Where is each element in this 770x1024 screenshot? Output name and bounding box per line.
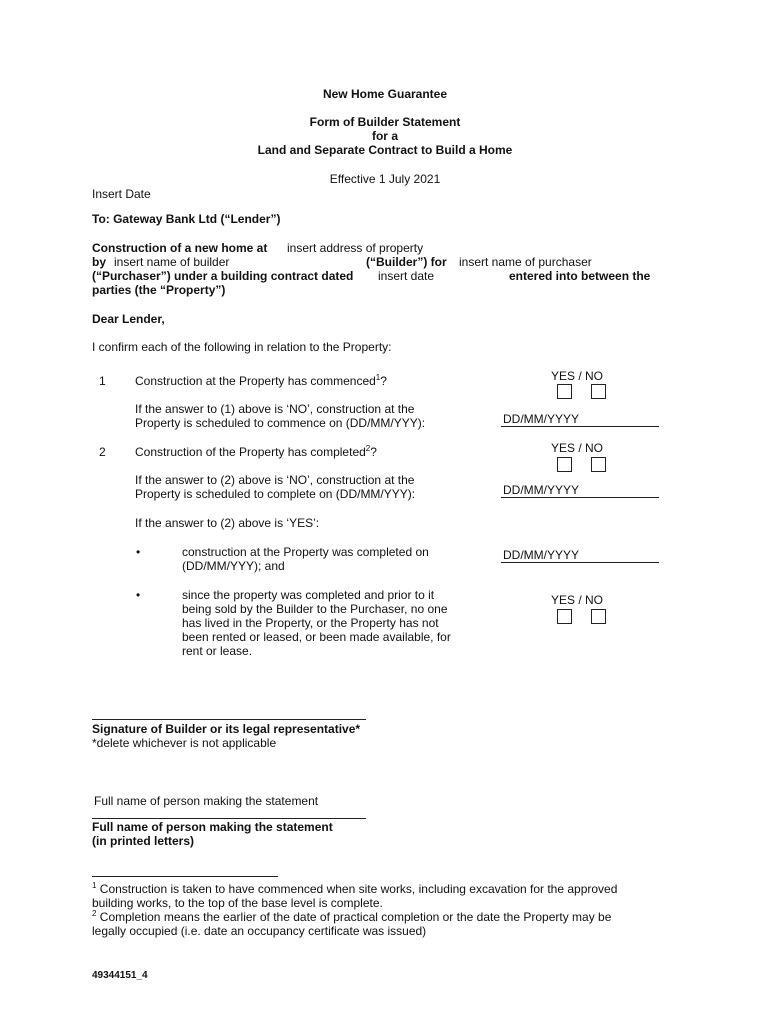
- complete-date-value: DD/MM/YYYY: [503, 483, 580, 497]
- bullet-2-line-1: since the property was completed and prior to it: [182, 588, 435, 602]
- addressee-line: To: Gateway Bank Ltd (“Lender”): [92, 212, 281, 226]
- effective-date: Effective 1 July 2021: [329, 172, 441, 186]
- completed-date-field[interactable]: [501, 546, 659, 563]
- item-1-question-mark: ?: [380, 374, 387, 388]
- entered-label: entered into between the: [509, 269, 651, 283]
- address-field[interactable]: insert address of property: [287, 241, 424, 255]
- signature-label: Signature of Builder or its legal representative*: [92, 722, 361, 736]
- doc-subtitle-2: for a: [371, 129, 398, 143]
- yes-no-label-3: YES / NO: [551, 593, 604, 607]
- yes-checkbox-2[interactable]: [557, 457, 572, 472]
- doc-subtitle-3: Land and Separate Contract to Build a Home: [257, 143, 513, 157]
- bullet-1: •: [136, 545, 141, 559]
- footnote-1-line-1: [92, 882, 617, 896]
- no-checkbox-1[interactable]: [591, 384, 606, 399]
- purchaser-label: (“Purchaser”) under a building contract dated: [92, 269, 354, 283]
- full-name-line: [92, 818, 366, 819]
- bullet-2-line-3: has lived in the Property, or the Property has not: [182, 616, 439, 630]
- full-name-label: Full name of person making the statement: [92, 820, 333, 834]
- footnote-1-line-2: building works, to the top of the base level is complete.: [92, 896, 383, 910]
- item-1-text: [135, 374, 387, 388]
- no-checkbox-2[interactable]: [591, 457, 606, 472]
- bullet-2-line-4: been rented or leased, or been made available, for: [182, 630, 451, 644]
- contract-date-field[interactable]: insert date: [378, 269, 435, 283]
- yes-no-label-1: YES / NO: [551, 369, 604, 383]
- full-name-field[interactable]: Full name of person making the statement: [94, 794, 319, 808]
- footnote-1-text: Construction is taken to have commenced when site works, including excavation for the approved: [96, 882, 618, 896]
- parties-label: parties (the “Property”): [92, 283, 226, 297]
- item-2-sub-line-2: Property is scheduled to complete on (DD/MM/YYY):: [135, 487, 416, 501]
- document-id: 49344151_4: [92, 970, 148, 981]
- doc-subtitle-1: Form of Builder Statement: [309, 115, 461, 129]
- footnote-ref-1: 1: [375, 373, 381, 382]
- no-checkbox-3[interactable]: [591, 609, 606, 624]
- bullet-2-line-5: rent or lease.: [182, 644, 253, 658]
- footnote-2-text: Completion means the earlier of the date of practical completion or the date the Property may be: [96, 910, 612, 924]
- yes-checkbox-1[interactable]: [557, 384, 572, 399]
- footnote-separator: [92, 876, 278, 877]
- footnote-2-number: 2: [92, 909, 97, 918]
- yes-no-label-2: YES / NO: [551, 441, 604, 455]
- complete-date-field[interactable]: [501, 481, 659, 498]
- footnote-2-line-1: [92, 910, 611, 924]
- delete-note: *delete whichever is not applicable: [92, 736, 277, 750]
- salutation: Dear Lender,: [92, 312, 165, 326]
- signature-line[interactable]: [92, 719, 366, 720]
- item-2-text: [135, 445, 377, 459]
- item-1-number: 1: [99, 374, 106, 388]
- item-1-sub-line-2: Property is scheduled to commence on (DD/MM/YYY):: [135, 416, 426, 430]
- item-2-question-mark: ?: [370, 445, 377, 459]
- footnote-2-line-2: legally occupied (i.e. date an occupancy certificate was issued): [92, 924, 427, 938]
- item-2-yes-line: If the answer to (2) above is ‘YES’:: [135, 516, 320, 530]
- insert-date-field[interactable]: Insert Date: [92, 187, 151, 201]
- bullet-1-line-2: (DD/MM/YYY); and: [182, 559, 285, 573]
- builder-for-label: (“Builder”) for: [366, 255, 447, 269]
- doc-title: New Home Guarantee: [322, 87, 448, 101]
- bullet-2-line-2: being sold by the Builder to the Purchaser, no one: [182, 602, 448, 616]
- printed-letters-label: (in printed letters): [92, 834, 195, 848]
- item-2-number: 2: [99, 445, 106, 459]
- construction-label: Construction of a new home at: [92, 241, 268, 255]
- completed-date-value: DD/MM/YYYY: [503, 548, 580, 562]
- bullet-1-line-1: construction at the Property was completed on: [182, 545, 429, 559]
- footnote-1-number: 1: [92, 881, 97, 890]
- builder-name-field[interactable]: insert name of builder: [114, 255, 230, 269]
- commence-date-value: DD/MM/YYYY: [503, 412, 580, 426]
- item-1-question: Construction at the Property has commenced: [135, 374, 376, 388]
- purchaser-name-field[interactable]: insert name of purchaser: [459, 255, 592, 269]
- bullet-2: •: [136, 588, 141, 602]
- commence-date-field[interactable]: [501, 410, 659, 427]
- footnote-ref-2: 2: [365, 444, 371, 453]
- yes-checkbox-3[interactable]: [557, 609, 572, 624]
- item-2-sub-line-1: If the answer to (2) above is ‘NO’, construction at the: [135, 473, 415, 487]
- item-2-question: Construction of the Property has completed: [135, 445, 366, 459]
- confirm-text: I confirm each of the following in relation to the Property:: [92, 340, 392, 354]
- by-label: by: [92, 255, 107, 269]
- item-1-sub-line-1: If the answer to (1) above is ‘NO’, construction at the: [135, 402, 415, 416]
